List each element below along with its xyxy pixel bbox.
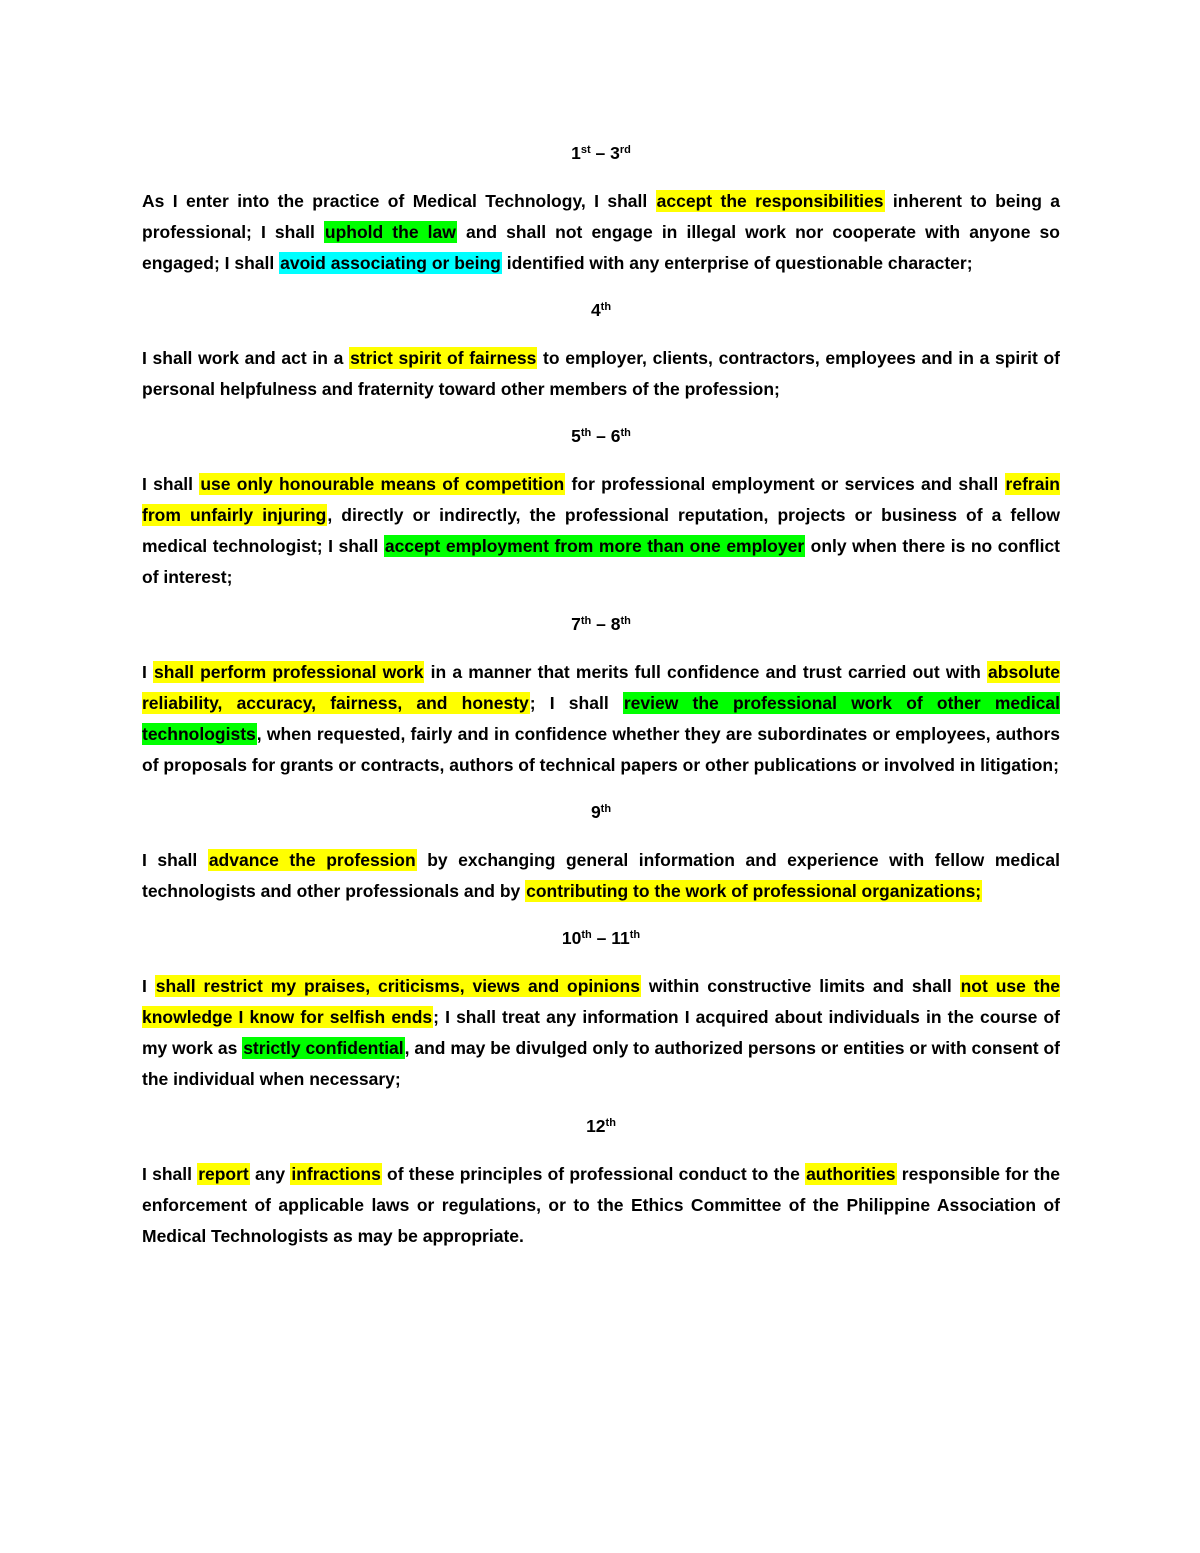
heading-ordinal-suffix: th bbox=[581, 929, 592, 941]
heading-number: 1 bbox=[571, 143, 581, 163]
section-paragraph bbox=[142, 186, 1060, 279]
paragraph-text: identified with any enterprise of questionable character; bbox=[501, 253, 973, 273]
section bbox=[142, 295, 1060, 405]
paragraph-text: within constructive limits and shall bbox=[640, 976, 960, 996]
section-paragraph bbox=[142, 845, 1060, 907]
paragraph-text: of these principles of professional conduct to the bbox=[381, 1164, 806, 1184]
heading-ordinal-suffix: th bbox=[580, 615, 592, 627]
heading-number: – 3 bbox=[590, 143, 620, 163]
paragraph-text: any bbox=[249, 1164, 291, 1184]
heading-number: 5 bbox=[571, 426, 581, 446]
paragraph-text: I shall work and act in a bbox=[142, 348, 350, 368]
heading-number: 10 bbox=[561, 928, 582, 948]
paragraph-text: , directly or indirectly, the professional reputation, projects or business of a fellow medical technologist; I shall bbox=[142, 505, 1061, 556]
section-heading bbox=[142, 797, 1060, 828]
highlighted-phrase-green: strictly confidential bbox=[243, 1038, 404, 1058]
section-heading bbox=[142, 609, 1060, 640]
section-heading bbox=[142, 421, 1060, 452]
paragraph-text: for professional employment or services and shall bbox=[565, 474, 1005, 494]
highlighted-phrase-yellow: shall restrict my praises, criticisms, views and opinions bbox=[155, 976, 640, 996]
highlighted-phrase-yellow: advance the profession bbox=[208, 850, 416, 870]
highlighted-phrase-yellow: report bbox=[198, 1164, 249, 1184]
heading-number: – 8 bbox=[591, 614, 621, 634]
paragraph-text: responsible for the enforcement of applicable laws or regulations, or to the Ethics Committee of the Philippine Association of Medical Technologists as may be appropriate. bbox=[142, 1164, 1061, 1246]
paragraph-text: by exchanging general information and experience with fellow medical technologists and other professionals and by bbox=[142, 850, 1060, 901]
highlighted-phrase-yellow: not use the knowledge I know for selfish ends bbox=[142, 976, 1060, 1027]
section bbox=[142, 923, 1060, 1095]
section-paragraph bbox=[142, 343, 1060, 405]
highlighted-phrase-yellow: contributing to the work of professional organizations; bbox=[526, 881, 982, 901]
section-heading bbox=[142, 138, 1060, 169]
highlighted-phrase-yellow: refrain from unfairly injuring bbox=[142, 474, 1060, 525]
section bbox=[142, 421, 1060, 593]
paragraph-text: I shall bbox=[142, 850, 208, 870]
highlighted-phrase-yellow: strict spirit of fairness bbox=[350, 348, 537, 368]
section bbox=[142, 797, 1060, 907]
paragraph-text: and shall not engage in illegal work nor cooperate with anyone so engaged; I shall bbox=[142, 222, 1060, 273]
paragraph-text: ; I shall bbox=[529, 693, 623, 713]
heading-number: 7 bbox=[571, 614, 581, 634]
paragraph-text: I shall bbox=[142, 474, 200, 494]
highlighted-phrase-green: review the professional work of other medical technologists bbox=[142, 693, 1061, 744]
section-paragraph bbox=[142, 1159, 1060, 1252]
highlighted-phrase-yellow: shall perform professional work bbox=[154, 662, 424, 682]
highlighted-phrase-cyan: avoid associating or being bbox=[280, 253, 501, 273]
document-page bbox=[142, 138, 1060, 1268]
paragraph-text: , and may be divulged only to authorized persons or entities or with consent of the individual when necessary; bbox=[142, 1038, 1061, 1089]
heading-ordinal-suffix: th bbox=[580, 427, 592, 439]
heading-ordinal-suffix: th bbox=[600, 803, 612, 815]
heading-ordinal-suffix: th bbox=[629, 929, 641, 941]
heading-ordinal-suffix: rd bbox=[619, 144, 631, 156]
section-paragraph bbox=[142, 469, 1060, 593]
paragraph-text: , when requested, fairly and in confidence whether they are subordinates or employees, authors of proposals for grants or contracts, authors of technical papers or other publications or involved in litigation; bbox=[142, 724, 1060, 775]
paragraph-text: I bbox=[142, 662, 154, 682]
heading-number: – 6 bbox=[591, 426, 621, 446]
paragraph-text: As I enter into the practice of Medical Technology, I shall bbox=[142, 191, 656, 211]
section-paragraph bbox=[142, 971, 1060, 1095]
section bbox=[142, 138, 1060, 279]
heading-number: 4 bbox=[590, 300, 601, 320]
highlighted-phrase-green: uphold the law bbox=[324, 222, 456, 242]
section-heading bbox=[142, 923, 1060, 954]
paragraph-text: I shall bbox=[142, 1164, 198, 1184]
heading-ordinal-suffix: th bbox=[620, 615, 631, 627]
section bbox=[142, 609, 1060, 781]
heading-number: – 11 bbox=[591, 928, 630, 948]
paragraph-text: to employer, clients, contractors, employees and in a spirit of personal helpfulness and fraternity toward other members of the profession; bbox=[142, 348, 1060, 399]
highlighted-phrase-yellow: absolute reliability, accuracy, fairness, and honesty bbox=[142, 662, 1060, 713]
heading-ordinal-suffix: th bbox=[600, 301, 612, 313]
section-paragraph bbox=[142, 657, 1060, 781]
paragraph-text: inherent to being a professional; I shall bbox=[142, 191, 1061, 242]
paragraph-text: I bbox=[142, 976, 155, 996]
heading-ordinal-suffix: st bbox=[580, 144, 591, 156]
heading-number: 9 bbox=[590, 802, 601, 822]
section bbox=[142, 1111, 1060, 1252]
highlighted-phrase-yellow: infractions bbox=[291, 1164, 381, 1184]
section-heading bbox=[142, 295, 1060, 326]
paragraph-text: only when there is no conflict of interest; bbox=[142, 536, 1060, 587]
highlighted-phrase-yellow: authorities bbox=[806, 1164, 896, 1184]
heading-ordinal-suffix: th bbox=[620, 427, 631, 439]
section-heading bbox=[142, 1111, 1060, 1142]
highlighted-phrase-green: accept employment from more than one employer bbox=[384, 536, 805, 556]
heading-number: 12 bbox=[586, 1116, 606, 1136]
highlighted-phrase-yellow: accept the responsibilities bbox=[656, 191, 884, 211]
sections-container bbox=[142, 138, 1060, 1252]
highlighted-phrase-yellow: use only honourable means of competition bbox=[200, 474, 565, 494]
paragraph-text: ; I shall treat any information I acquired about individuals in the course of my work as bbox=[142, 1007, 1060, 1058]
paragraph-text: in a manner that merits full confidence and trust carried out with bbox=[424, 662, 988, 682]
heading-ordinal-suffix: th bbox=[605, 1117, 616, 1129]
